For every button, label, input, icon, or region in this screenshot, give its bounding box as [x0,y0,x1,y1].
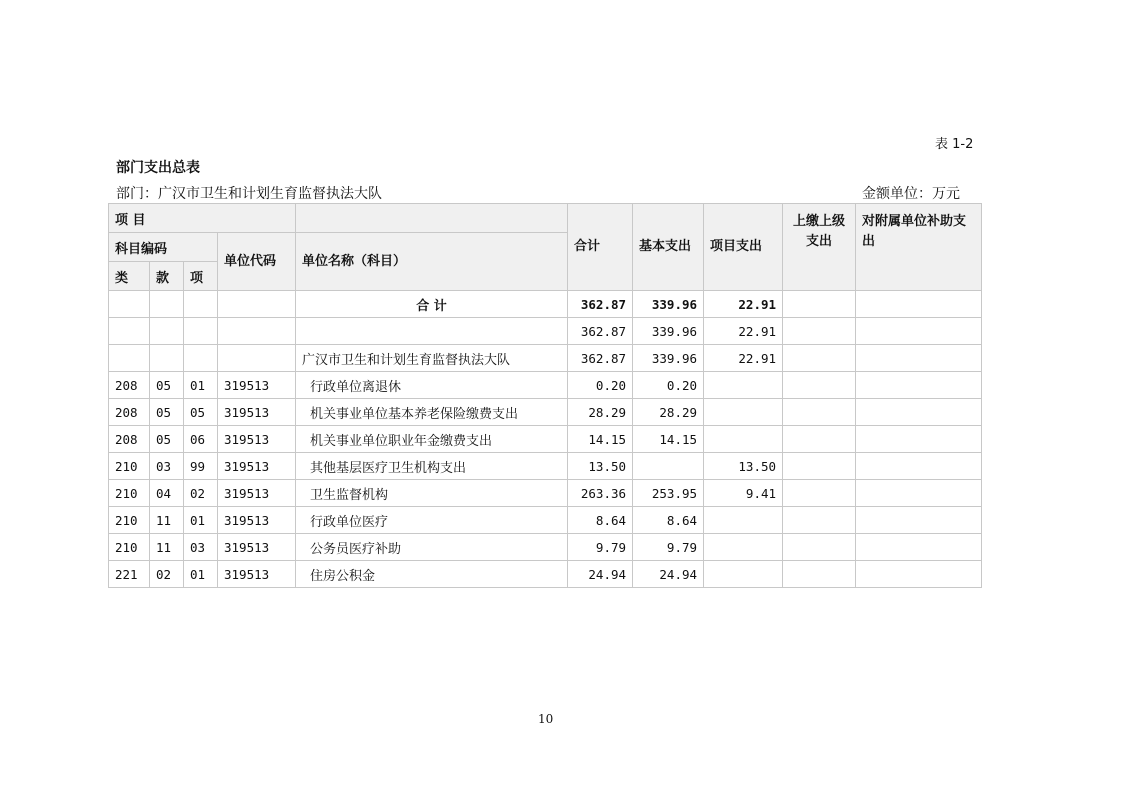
cell-affiliated [856,561,982,588]
header-kuan: 款 [150,262,184,291]
header-lei: 类 [109,262,150,291]
cell-total: 13.50 [568,453,633,480]
cell-unit-code: 319513 [218,561,296,588]
cell-upper [783,345,856,372]
header-row-1 [109,204,982,233]
cell-basic: 339.96 [633,318,704,345]
cell-upper [783,426,856,453]
cell-unit-code: 319513 [218,426,296,453]
cell-project: 22.91 [704,291,783,318]
cell-unit-code [218,318,296,345]
cell-basic: 14.15 [633,426,704,453]
page-title: 部门支出总表 [116,160,200,176]
table-row [109,507,982,534]
cell-lei [109,291,150,318]
cell-project: 9.41 [704,480,783,507]
cell-unit-code: 319513 [218,507,296,534]
cell-xiang: 01 [184,507,218,534]
cell-unit-code: 319513 [218,372,296,399]
cell-unit-name: 行政单位医疗 [296,507,568,534]
cell-affiliated [856,345,982,372]
cell-lei [109,318,150,345]
cell-affiliated [856,507,982,534]
cell-kuan: 05 [150,372,184,399]
cell-lei: 208 [109,426,150,453]
cell-unit-code [218,291,296,318]
header-item: 项 目 [109,204,296,233]
cell-kuan [150,291,184,318]
cell-lei: 210 [109,507,150,534]
total-row [109,291,982,318]
cell-unit-code: 319513 [218,480,296,507]
cell-lei [109,345,150,372]
cell-unit-name: 机关事业单位基本养老保险缴费支出 [296,399,568,426]
cell-project [704,561,783,588]
cell-kuan: 05 [150,426,184,453]
cell-unit-name: 其他基层医疗卫生机构支出 [296,453,568,480]
cell-unit-code: 319513 [218,534,296,561]
cell-affiliated [856,426,982,453]
cell-lei: 210 [109,453,150,480]
cell-affiliated [856,372,982,399]
cell-basic: 28.29 [633,399,704,426]
cell-unit-code: 319513 [218,453,296,480]
cell-affiliated [856,534,982,561]
cell-xiang: 99 [184,453,218,480]
cell-project [704,372,783,399]
cell-unit-name: 机关事业单位职业年金缴费支出 [296,426,568,453]
cell-xiang [184,318,218,345]
cell-total: 263.36 [568,480,633,507]
cell-affiliated [856,453,982,480]
amount-unit-line: 金额单位：万元 [862,186,960,202]
table-row [109,480,982,507]
cell-unit-name: 公务员医疗补助 [296,534,568,561]
table-row [109,345,982,372]
cell-kuan: 11 [150,507,184,534]
cell-total: 362.87 [568,345,633,372]
cell-xiang: 02 [184,480,218,507]
cell-basic: 339.96 [633,291,704,318]
cell-lei: 208 [109,372,150,399]
cell-kuan: 02 [150,561,184,588]
cell-basic: 9.79 [633,534,704,561]
header-subject-code: 科目编码 [109,233,218,262]
table-row [109,453,982,480]
cell-xiang: 03 [184,534,218,561]
cell-xiang: 05 [184,399,218,426]
cell-xiang: 06 [184,426,218,453]
cell-unit-name: 广汉市卫生和计划生育监督执法大队 [296,345,568,372]
table-number: 表 1-2 [935,137,974,152]
cell-project [704,399,783,426]
cell-lei: 221 [109,561,150,588]
cell-total: 24.94 [568,561,633,588]
cell-upper [783,291,856,318]
cell-total: 14.15 [568,426,633,453]
cell-affiliated [856,480,982,507]
cell-basic [633,453,704,480]
cell-unit-name: 卫生监督机构 [296,480,568,507]
cell-xiang: 01 [184,372,218,399]
table-row [109,318,982,345]
cell-lei: 208 [109,399,150,426]
cell-basic: 8.64 [633,507,704,534]
page-number: 10 [538,712,554,726]
cell-project: 22.91 [704,345,783,372]
cell-affiliated [856,291,982,318]
header-unit-code: 单位代码 [218,233,296,291]
header-project: 项目支出 [704,204,783,291]
cell-project [704,426,783,453]
cell-lei: 210 [109,534,150,561]
cell-kuan: 05 [150,399,184,426]
cell-upper [783,453,856,480]
cell-project: 22.91 [704,318,783,345]
cell-project [704,507,783,534]
cell-upper [783,318,856,345]
cell-affiliated [856,399,982,426]
cell-kuan [150,345,184,372]
header-xiang: 项 [184,262,218,291]
cell-total: 28.29 [568,399,633,426]
header-item-filler [296,204,568,233]
table-row [109,426,982,453]
header-upper: 上缴上级支出 [783,204,856,291]
cell-total: 362.87 [568,291,633,318]
cell-unit-name: 行政单位离退休 [296,372,568,399]
cell-total: 362.87 [568,318,633,345]
table-row [109,561,982,588]
table-row [109,399,982,426]
cell-basic: 0.20 [633,372,704,399]
cell-kuan [150,318,184,345]
cell-affiliated [856,318,982,345]
cell-kuan: 04 [150,480,184,507]
cell-basic: 253.95 [633,480,704,507]
cell-upper [783,372,856,399]
cell-upper [783,399,856,426]
table-row [109,534,982,561]
header-affiliated: 对附属单位补助支出 [856,204,982,291]
cell-upper [783,480,856,507]
header-basic: 基本支出 [633,204,704,291]
cell-project [704,534,783,561]
cell-xiang: 01 [184,561,218,588]
cell-kuan: 03 [150,453,184,480]
cell-upper [783,534,856,561]
cell-total: 8.64 [568,507,633,534]
cell-upper [783,507,856,534]
cell-unit-name: 住房公积金 [296,561,568,588]
table-row [109,372,982,399]
cell-basic: 339.96 [633,345,704,372]
cell-xiang [184,345,218,372]
header-unit-name: 单位名称（科目） [296,233,568,291]
cell-upper [783,561,856,588]
cell-total: 9.79 [568,534,633,561]
cell-basic: 24.94 [633,561,704,588]
cell-unit-name [296,318,568,345]
cell-project: 13.50 [704,453,783,480]
department-line: 部门：广汉市卫生和计划生育监督执法大队 [116,186,382,202]
cell-lei: 210 [109,480,150,507]
header-total: 合计 [568,204,633,291]
cell-total: 0.20 [568,372,633,399]
cell-kuan: 11 [150,534,184,561]
expenditure-table [108,203,982,588]
cell-unit-code [218,345,296,372]
cell-unit-name: 合 计 [296,291,568,318]
cell-xiang [184,291,218,318]
cell-unit-code: 319513 [218,399,296,426]
